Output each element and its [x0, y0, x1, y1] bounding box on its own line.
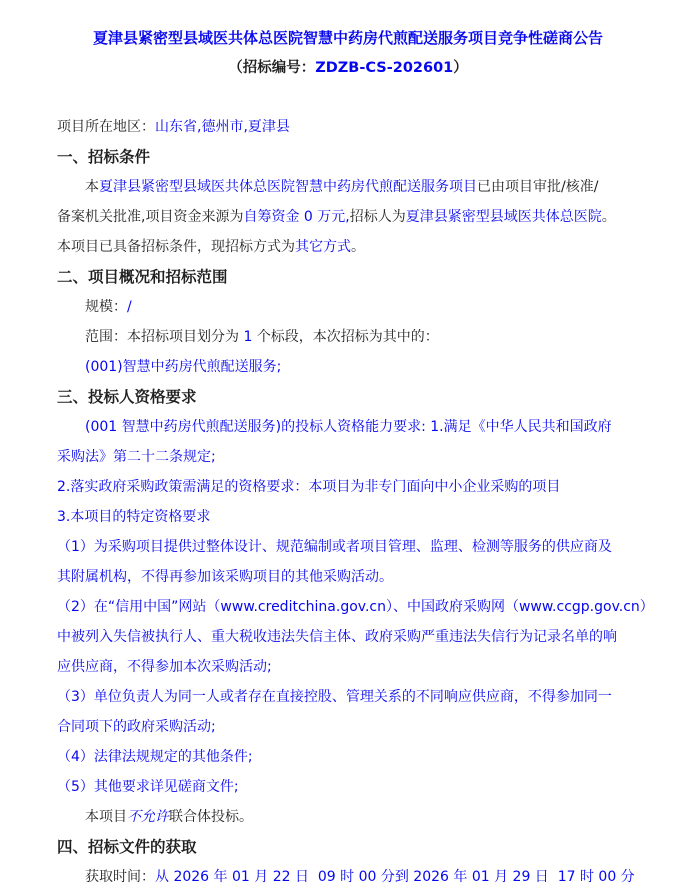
text-segment: 备案机关批准,项目资金来源为: [57, 209, 244, 225]
section-1-heading: 一、招标条件: [57, 148, 151, 166]
tender-number-line: [57, 53, 639, 83]
tender-number-prefix: （招标编号：: [228, 60, 316, 76]
qualification-line-13: （5）其他要求详见磋商文件;: [57, 779, 239, 795]
section-1-paragraph-line-2: [57, 202, 639, 232]
joint-venture-not-allowed: 不允许: [127, 809, 169, 825]
section-1-paragraph-line-3: [57, 232, 639, 262]
location-line: [57, 112, 639, 142]
lot-count: 1: [243, 329, 257, 345]
text-segment: 。: [601, 209, 616, 225]
qualification-line-7: （2）在“信用中国”网站（www.creditchina.gov.cn）、中国政府采购网（www.ccgp.gov.cn）: [57, 599, 654, 615]
obtain-time-value: 从 2026 年 01 月 22 日 09 时 00 分到 2026 年 01 月 29 日 17 时 00 分: [155, 869, 635, 885]
qualification-line-5: （1）为采购项目提供过整体设计、规范编制或者项目管理、监理、检测等服务的供应商及: [57, 539, 612, 555]
funding-source: 自筹资金 0 万元,: [243, 209, 350, 225]
qualification-line-3: 2.落实政府采购政策需满足的资格要求：本项目为非专门面向中小企业采购的项目: [57, 479, 561, 495]
obtain-time-line: [57, 862, 639, 892]
section-1-paragraph-line-1: [57, 172, 639, 202]
qualification-line-11: 合同项下的政府采购活动;: [57, 719, 216, 735]
text-segment: 个标段，本次招标为其中的：: [256, 329, 439, 345]
text-segment: 范围：本招标项目划分为: [85, 329, 244, 345]
qualification-line-9: 应供应商，不得参加本次采购活动;: [57, 659, 272, 675]
text-segment: 本项目: [85, 809, 127, 825]
scope-line: [57, 322, 639, 352]
location-value: 山东省,德州市,夏津县: [155, 119, 290, 135]
tender-method: 其它方式: [295, 239, 351, 255]
qualification-line-4: 3.本项目的特定资格要求: [57, 509, 211, 525]
tender-number: ZDZB-CS-202601: [315, 60, 454, 76]
scale-line: [57, 292, 639, 322]
section-4-heading: 四、招标文件的获取: [57, 838, 197, 856]
joint-venture-line: [57, 802, 639, 832]
text-segment: 。: [351, 239, 365, 255]
tender-number-suffix: ）: [453, 60, 468, 76]
text-segment: 联合体投标。: [169, 809, 253, 825]
project-name: 夏津县紧密型县域医共体总医院智慧中药房代煎配送服务项目: [99, 179, 477, 195]
section-3-heading: 三、投标人资格要求: [57, 388, 197, 406]
qualification-line-10: （3）单位负责人为同一人或者存在直接控股、管理关系的不同响应供应商，不得参加同一: [57, 689, 612, 705]
location-label: 项目所在地区：: [57, 119, 155, 135]
text-segment: 已由项目审批/核准/: [477, 179, 599, 195]
qualification-line-2: 采购法》第二十二条规定;: [57, 449, 216, 465]
text-segment: 本项目已具备招标条件，现招标方式为: [57, 239, 295, 255]
qualification-line-1: (001 智慧中药房代煎配送服务)的投标人资格能力要求: 1.满足《中华人民共和国政府: [85, 419, 612, 435]
qualification-line-6: 其附属机构，不得再参加该采购项目的其他采购活动。: [57, 569, 393, 585]
qualification-line-12: （4）法律法规规定的其他条件;: [57, 749, 253, 765]
qualification-line-8: 中被列入失信被执行人、重大税收违法失信主体、政府采购严重违法失信行为记录名单的响: [57, 629, 617, 645]
doc-title: 夏津县紧密型县域医共体总医院智慧中药房代煎配送服务项目竞争性磋商公告: [92, 29, 603, 47]
obtain-time-label: 获取时间：: [85, 869, 155, 885]
scale-label: 规模：: [85, 299, 127, 315]
section-2-heading: 二、项目概况和招标范围: [57, 268, 228, 286]
text-segment: 本: [85, 179, 99, 195]
tenderer-name: 夏津县紧密型县域医共体总医院: [405, 209, 602, 225]
lot-line: (001)智慧中药房代煎配送服务;: [85, 359, 282, 375]
scale-value: /: [127, 299, 132, 315]
text-segment: 招标人为: [349, 209, 406, 225]
